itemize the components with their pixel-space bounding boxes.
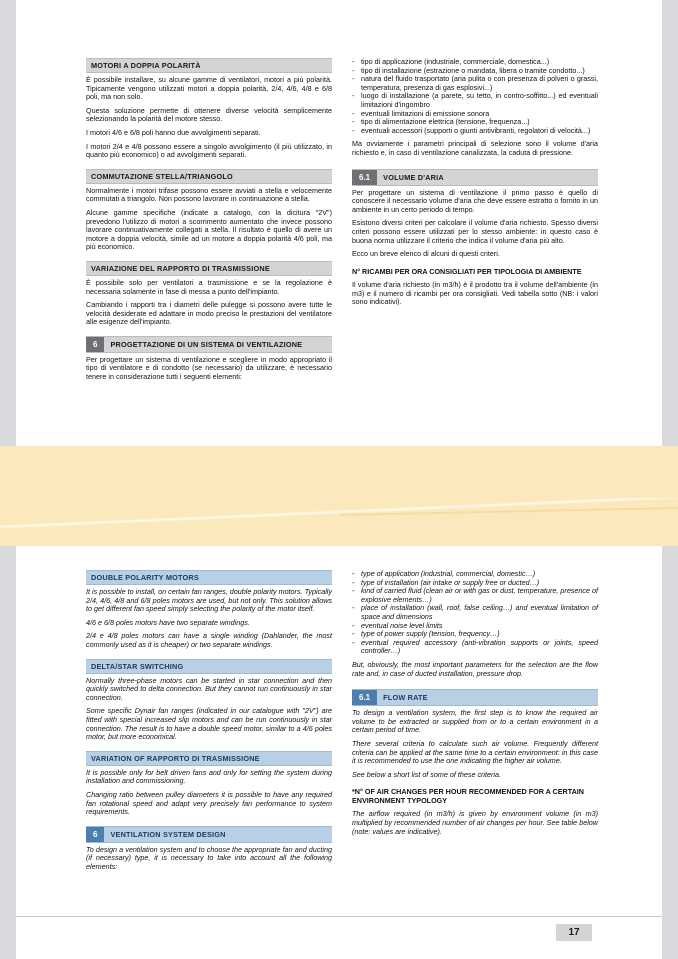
list-item: - luogo di installazione (a parete, su tetto, in contro-soffitto...) ed eventuali limitazioni d'ingombro bbox=[352, 92, 598, 109]
list-item: - eventuali accessori (supporti o giunti antivibranti, regolatori di velocità...) bbox=[352, 127, 598, 136]
section-header-motori-doppia-polarita bbox=[86, 58, 332, 73]
page-content bbox=[86, 0, 598, 959]
subsection-title-ricambi-ora: N° RICAMBI PER ORA CONSIGLIATI PER TIPOLOGIA DI AMBIENTE bbox=[352, 266, 582, 276]
paragraph: Normalmente i motori trifase possono essere avviati a stella e velocemente commutati a triangolo. Non possono lavorare in continuazione a stella. bbox=[86, 185, 332, 204]
paragraph: The airflow required (in m3/h) is given by environment volume (in m3) multiplied by recommended number of air changes per hour. See table below (note: values are indicative). bbox=[352, 809, 598, 836]
paragraph: Questa soluzione permette di ottenere diverse velocità semplicemente selezionando la polarità del motore stesso. bbox=[86, 105, 332, 124]
section-title: FLOW RATE bbox=[383, 693, 428, 703]
list-item: - eventuali limitazioni di emissione sonora bbox=[352, 110, 598, 119]
paragraph: It is possible only for belt driven fans and only for setting the system during installation and commissioning. bbox=[86, 767, 332, 786]
list-item: - type of application (industrial, commercial, domestic…) bbox=[352, 570, 598, 579]
paragraph: Esistono diversi criteri per calcolare il volume d'aria richiesto. Spesso diversi criteri possono essere utilizzati per lo stesso ambiente: in questo caso è buona norma utilizzare il criterio che indica il volume d'aria più alto. bbox=[352, 218, 598, 245]
list-item: - eventual noise level limits bbox=[352, 622, 598, 631]
section-header-double-polarity-motors bbox=[86, 570, 332, 585]
paragraph: I motori 4/6 e 6/8 poli hanno due avvolgimenti separati. bbox=[86, 127, 261, 137]
paragraph: I motori 2/4 e 4/8 possono essere a singolo avvolgimento (il più utilizzato, in quanto più economico) o ad avvolgimenti separati. bbox=[86, 141, 332, 160]
list-item: - tipo di alimentazione elettrica (tensione, frequenza...) bbox=[352, 118, 598, 127]
paragraph: There several criteria to calculate such air volume. Frequently different criteria can be applied at the same time to a certain environment: in this case it is recommended to use the one indicating the higher air volume. bbox=[352, 738, 598, 766]
paragraph: To design a ventilation system, the first step is to know the required air volume to be extracted or supplied from or to a certain environment in a certain period of time. bbox=[352, 708, 598, 735]
paragraph: Some specific Dynair fan ranges (indicated in our catalogue with "2V") are fitted with special increased slip motors and can be run continuously in star connection. The result is to have a double speed motor, similar to a 4/6 poles motor, but more economical. bbox=[86, 706, 332, 742]
paragraph: Per progettare un sistema di ventilazione e scegliere in modo appropriato il tipo di ventilatore e di condotto (se necessario) da utilizzare, è necessario tenere in considerazione tutti i seguenti elementi: bbox=[86, 354, 332, 382]
paragraph: Ma ovviamente i parametri principali di selezione sono il volume d'aria richiesto e, in caso di ventilazione canalizzata, la caduta di pressione. bbox=[352, 139, 598, 157]
list-item: - type of power supply (tension, frequency…) bbox=[352, 630, 598, 639]
section-header-commutazione-stella-triangolo bbox=[86, 169, 332, 184]
list-item: - eventual required accessory (anti-vibration supports or joints, speed controller…) bbox=[352, 639, 598, 656]
section-title: COMMUTAZIONE STELLA/TRIANGOLO bbox=[91, 171, 233, 181]
section-header-ventilation-system-design bbox=[86, 826, 332, 843]
paragraph: 4/6 e 6/8 poles motors have two separate windings. bbox=[86, 617, 250, 627]
section-header-progettazione-sistema-ventilazione bbox=[86, 336, 332, 353]
paragraph: Normally three-phase motors can be started in star connection and then quickly switched to delta connection. But they cannot run continuously in star connection. bbox=[86, 675, 332, 702]
paragraph: To design a ventilation system and to choose the appropriate fan and ducting (if necessary) type, it is necessary to take into account all the following elements: bbox=[86, 844, 332, 871]
section-number: 6 bbox=[86, 337, 104, 352]
section-header-flow-rate bbox=[352, 689, 598, 706]
paragraph: È possibile solo per ventilatori a trasmissione e se la regolazione è necessaria solamente in fase di messa a punto dell'impianto. bbox=[86, 277, 332, 296]
section-number: 6 bbox=[86, 827, 104, 842]
list-item: - kind of carried fluid (clean air or with gas or dust, temperature, presence of explosive elements…) bbox=[352, 587, 598, 604]
section-header-variazione-rapporto-trasmissione bbox=[86, 261, 332, 276]
english-elements-list bbox=[352, 570, 598, 656]
list-item: - place of installation (wall, roof, false ceiling…) and eventual limitation of space and dimensions bbox=[352, 604, 598, 621]
paragraph: Ecco un breve elenco di alcuni di questi criteri. bbox=[352, 249, 500, 259]
section-title: DOUBLE POLARITY MOTORS bbox=[91, 573, 199, 582]
paragraph: Cambiando i rapporti tra i diametri delle pulegge si possono avere tutte le velocità desiderate ed adattare in modo preciso le prestazioni del ventilatore alle esigenze dell'impianto. bbox=[86, 300, 332, 327]
section-title: VARIATION OF RAPPORTO DI TRASMISSIONE bbox=[91, 753, 260, 763]
paragraph: It is possible to install, on certain fan ranges, double polarity motors. Typically 2/4, 4/6, 4/8 and 6/8 poles motors are used, but not only. This solution allows to get different fan speed simply selecting the polarity of the motor itself. bbox=[86, 587, 332, 614]
paragraph: Il volume d'aria richiesto (in m3/h) è il prodotto tra il volume dell'ambiente (in m3) e il numero di ricambi per ora consigliati. Vedi tabella sotto (NB: i valori sono indicativi). bbox=[352, 280, 598, 307]
section-title: PROGETTAZIONE DI UN SISTEMA DI VENTILAZIONE bbox=[110, 339, 303, 349]
section-number: 6.1 bbox=[352, 690, 377, 705]
section-header-volume-aria bbox=[352, 169, 598, 186]
paragraph: But, obviously, the most important parameters for the selection are the flow rate and, in case of ducted installation, pressure drop. bbox=[352, 659, 598, 678]
list-item: - tipo di installazione (estrazione o mandata, libera o tramite condotto...) bbox=[352, 67, 598, 76]
paragraph: 2/4 e 4/8 poles motors can have a single winding (Dahlander, the most commonly used as it is cheaper) or two separate windings. bbox=[86, 631, 332, 649]
page-number: 17 bbox=[556, 924, 592, 941]
italian-elements-list bbox=[352, 58, 598, 135]
paragraph: Alcune gamme specifiche (indicate a catalogo, con la dicitura "2V") prevedono l'utilizzo di motori a scorrimento aumentato che invece possono lavorare continuativamente collegati a stella. Il risultato è quello di avere un motore a doppia velocità, simile ad un motore a doppia polarità 4/6 poli, ma più economico. bbox=[86, 207, 332, 252]
english-left-column bbox=[86, 570, 332, 876]
section-title: VENTILATION SYSTEM DESIGN bbox=[110, 829, 226, 839]
list-item: - natura del fluido trasportato (aria pulita o con presenza di polveri o grassi, temperatura, presenza di gas esplosivi...) bbox=[352, 75, 598, 92]
section-number: 6.1 bbox=[352, 170, 377, 185]
italian-columns bbox=[86, 58, 598, 387]
paragraph: È possibile installare, su alcune gamme di ventilatori, motori a più polarità. Tipicamente vengono utilizzati motori a doppia polarità, 2/4, 4/6, 4/8 e 6/8 poli, ma non solo. bbox=[86, 75, 332, 102]
list-item: - type of installation (air intake or supply free or ducted…) bbox=[352, 579, 598, 588]
list-item: - tipo di applicazione (industriale, commerciale, domestica...) bbox=[352, 58, 598, 67]
footer-divider bbox=[16, 916, 662, 917]
section-title: VARIAZIONE DEL RAPPORTO DI TRASMISSIONE bbox=[91, 263, 270, 273]
italian-left-column bbox=[86, 58, 332, 387]
paragraph: Per progettare un sistema di ventilazione il primo passo è quello di conoscere il necessario volume d'aria che deve essere estratto o fornito in un ambiente in un certo periodo di tempo. bbox=[352, 187, 598, 214]
subsection-title-air-changes: *N° OF AIR CHANGES PER HOUR RECOMMENDED FOR A CERTAIN ENVIRONMENT TYPOLOGY bbox=[352, 787, 584, 805]
section-title: DELTA/STAR SWITCHING bbox=[91, 661, 184, 671]
section-header-variation-transmission-ratio bbox=[86, 751, 332, 766]
english-right-column bbox=[352, 570, 598, 876]
paragraph: See below a short list of some of these criteria. bbox=[352, 769, 502, 779]
paragraph: Changing ratio between pulley diameters it is possible to have any required fan rotational speed and adapt very precisely fan performance to system requirements. bbox=[86, 789, 332, 817]
english-columns bbox=[86, 570, 598, 876]
section-header-delta-star-switching bbox=[86, 659, 332, 674]
section-title: MOTORI A DOPPIA POLARITÀ bbox=[91, 61, 201, 70]
section-title: VOLUME D'ARIA bbox=[383, 172, 444, 182]
italian-right-column bbox=[352, 58, 598, 387]
